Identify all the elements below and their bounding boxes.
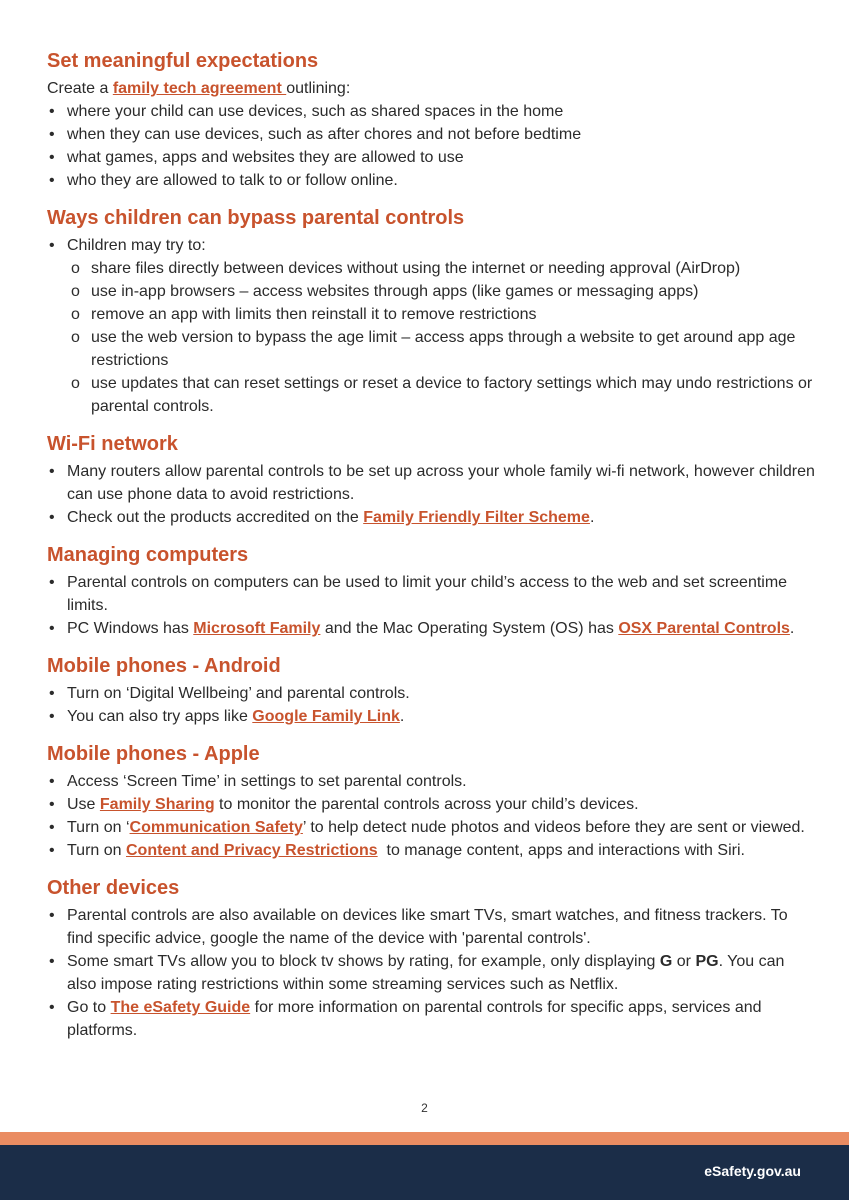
text: .	[589, 509, 595, 526]
communication-safety-link[interactable]: Communication Safety	[129, 819, 303, 836]
list-item	[47, 816, 817, 839]
expectations-list	[47, 100, 817, 192]
android-list	[47, 682, 817, 728]
section-heading: Other devices	[47, 877, 180, 899]
text: to manage content, apps and interactions with Siri.	[377, 842, 745, 859]
bypass-list	[47, 234, 817, 418]
text: Some smart TVs allow you to block tv shows by rating, for example, only displaying	[67, 953, 660, 970]
wifi-list	[47, 460, 817, 529]
section-wifi	[47, 431, 817, 529]
list-item: • Parental controls are also available on devices like smart TVs, smart watches, and fitness trackers. To find specific advice, google the name of the device with 'parental controls'.	[47, 904, 817, 950]
list-item: • what games, apps and websites they are allowed to use	[47, 146, 817, 169]
text: You can also try apps like	[67, 708, 253, 725]
sub-list-item: o use the web version to bypass the age limit – access apps through a website to get around app age restrictions	[71, 326, 817, 372]
section-apple	[47, 741, 817, 862]
list-item	[47, 617, 817, 640]
list-item: • when they can use devices, such as after chores and not before bedtime	[47, 123, 817, 146]
content-privacy-restrictions-link[interactable]: Content and Privacy Restrictions	[126, 842, 378, 859]
page-content	[47, 48, 817, 1055]
text: ’ to help detect nude photos and videos before they are sent or viewed.	[302, 819, 805, 836]
text: for more information on parental controls for specific apps, services and platforms.	[67, 999, 762, 1039]
page-number: 2	[421, 1101, 428, 1115]
bypass-sublist	[67, 257, 817, 418]
esafety-guide-link[interactable]: The eSafety Guide	[110, 999, 251, 1016]
list-item: • Turn on ‘Digital Wellbeing’ and parental controls.	[47, 682, 817, 705]
list-item	[47, 506, 817, 529]
text: .	[399, 708, 405, 725]
list-item	[47, 705, 817, 728]
computers-list	[47, 571, 817, 640]
osx-parental-controls-link[interactable]: OSX Parental Controls	[618, 620, 790, 637]
list-item	[47, 234, 817, 418]
sub-list-item: o share files directly between devices without using the internet or needing approval (AirDrop)	[71, 257, 817, 280]
list-item	[47, 793, 817, 816]
list-item: • who they are allowed to talk to or follow online.	[47, 169, 817, 192]
list-item: • where your child can use devices, such as shared spaces in the home	[47, 100, 817, 123]
intro-text	[47, 77, 817, 100]
section-bypass	[47, 205, 817, 418]
list-item	[47, 950, 817, 996]
text: Turn on ‘	[67, 819, 130, 836]
apple-list	[47, 770, 817, 862]
text: PC Windows has	[67, 620, 194, 637]
section-expectations	[47, 48, 817, 192]
footer-bar	[0, 1145, 849, 1200]
text: or	[672, 953, 696, 970]
text: . You can also impose rating restrictions within some streaming services such as Netflix.	[67, 953, 785, 993]
section-heading: Managing computers	[47, 544, 249, 566]
bypass-lead: Children may try to:	[67, 237, 206, 254]
text: Use	[67, 796, 100, 813]
list-item: • Many routers allow parental controls to be set up across your whole family wi-fi network, however children can use phone data to avoid restrictions.	[47, 460, 817, 506]
intro-pre: Create a	[47, 80, 113, 97]
google-family-link-link[interactable]: Google Family Link	[252, 708, 400, 725]
family-friendly-filter-scheme-link[interactable]: Family Friendly Filter Scheme	[363, 509, 590, 526]
text: .	[789, 620, 795, 637]
section-other-devices	[47, 875, 817, 1042]
list-item: • Parental controls on computers can be used to limit your child’s access to the web and set screentime limits.	[47, 571, 817, 617]
microsoft-family-link[interactable]: Microsoft Family	[193, 620, 321, 637]
rating-pg: PG	[695, 953, 719, 970]
text: Turn on	[67, 842, 126, 859]
intro-post: outlining:	[286, 80, 351, 97]
text: and the Mac Operating System (OS) has	[320, 620, 619, 637]
section-heading: Wi-Fi network	[47, 433, 178, 455]
section-heading: Mobile phones - Apple	[47, 743, 260, 765]
section-computers	[47, 542, 817, 640]
rating-g: G	[659, 953, 673, 970]
site-url[interactable]: eSafety.gov.au	[704, 1163, 801, 1179]
text: to monitor the parental controls across your child’s devices.	[214, 796, 639, 813]
list-item	[47, 996, 817, 1042]
footer-accent-stripe	[0, 1132, 849, 1145]
section-android	[47, 653, 817, 728]
sub-list-item: o use in-app browsers – access websites through apps (like games or messaging apps)	[71, 280, 817, 303]
family-sharing-link[interactable]: Family Sharing	[99, 796, 215, 813]
section-heading: Mobile phones - Android	[47, 655, 281, 677]
list-item: • Access ‘Screen Time’ in settings to set parental controls.	[47, 770, 817, 793]
section-heading: Ways children can bypass parental controls	[47, 207, 465, 229]
sub-list-item: o use updates that can reset settings or reset a device to factory settings which may undo restrictions or parental controls.	[71, 372, 817, 418]
list-item	[47, 839, 817, 862]
text: Check out the products accredited on the	[67, 509, 364, 526]
sub-list-item: o remove an app with limits then reinstall it to remove restrictions	[71, 303, 817, 326]
family-tech-agreement-link[interactable]: family tech agreement	[112, 80, 287, 97]
text: Go to	[67, 999, 111, 1016]
section-heading: Set meaningful expectations	[47, 50, 319, 72]
other-devices-list	[47, 904, 817, 1042]
